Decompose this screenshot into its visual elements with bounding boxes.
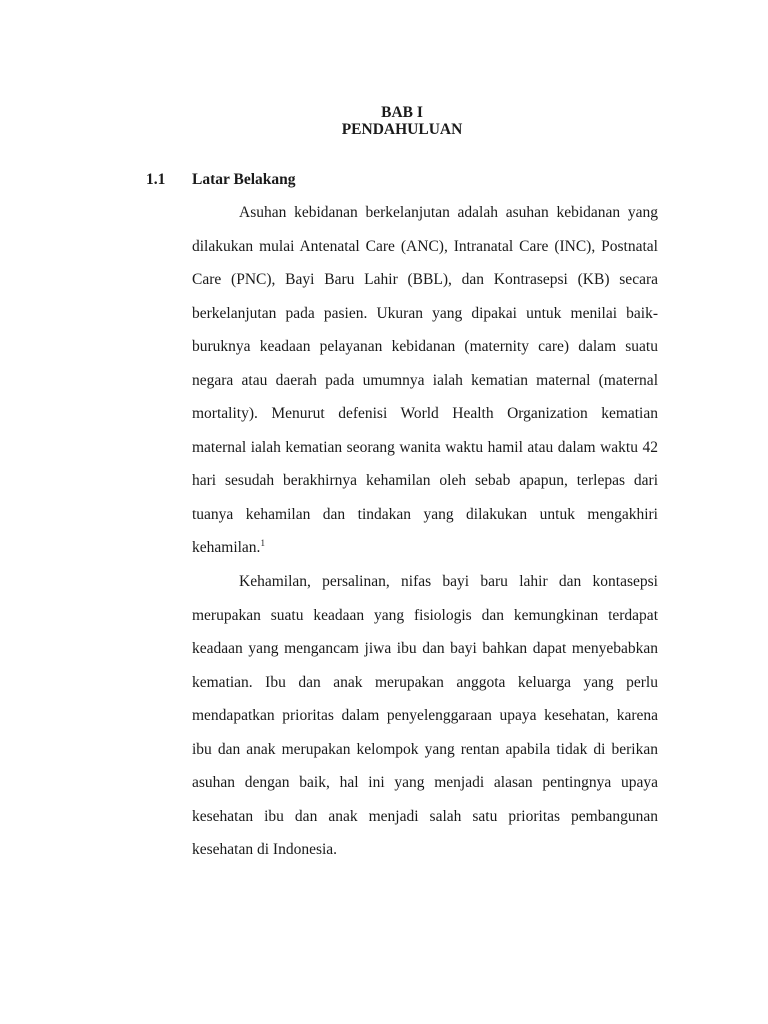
paragraph-2 xyxy=(192,565,658,867)
paragraph-2-text: Kehamilan, persalinan, nifas bayi baru lahir dan kontasepsi merupakan suatu keadaan yang fisiologis dan kemungkinan terdapat keadaan yang mengancam jiwa ibu dan bayi bahkan dapat menyebabkan kematian. Ibu dan anak merupakan anggota keluarga yang perlu mendapatkan prioritas dalam penyelenggaraan upaya kesehatan, karena ibu dan anak merupakan kelompok yang rentan apabila tidak di berikan asuhan dengan baik, hal ini yang menjadi alasan pentingnya upaya kesehatan ibu dan anak menjadi salah satu prioritas pembangunan kesehatan di Indonesia. xyxy=(192,573,658,858)
section-heading xyxy=(146,171,296,188)
paragraph-1 xyxy=(192,196,658,565)
paragraph-1-text: Asuhan kebidanan berkelanjutan adalah asuhan kebidanan yang dilakukan mulai Antenatal Care (ANC), Intranatal Care (INC), Postnatal Care (PNC), Bayi Baru Lahir (BBL), dan Kontrasepsi (KB) secara berkelanjutan pada pasien. Ukuran yang dipakai untuk menilai baik-buruknya keadaan pelayanan kebidanan (maternity care) dalam suatu negara atau daerah pada umumnya ialah kematian maternal (maternal mortality). Menurut defenisi World Health Organization kematian maternal ialah kematian seorang wanita waktu hamil atau dalam waktu 42 hari sesudah berakhirnya kehamilan oleh sebab apapun, terlepas dari tuanya kehamilan dan tindakan yang dilakukan untuk mengakhiri kehamilan. xyxy=(192,204,658,556)
chapter-title: PENDAHULUAN xyxy=(341,121,463,138)
footnote-reference: 1 xyxy=(260,537,265,548)
section-number: 1.1 xyxy=(146,171,166,188)
chapter-number: BAB I xyxy=(381,104,423,121)
chapter-heading xyxy=(0,104,768,138)
section-title: Latar Belakang xyxy=(192,171,296,188)
